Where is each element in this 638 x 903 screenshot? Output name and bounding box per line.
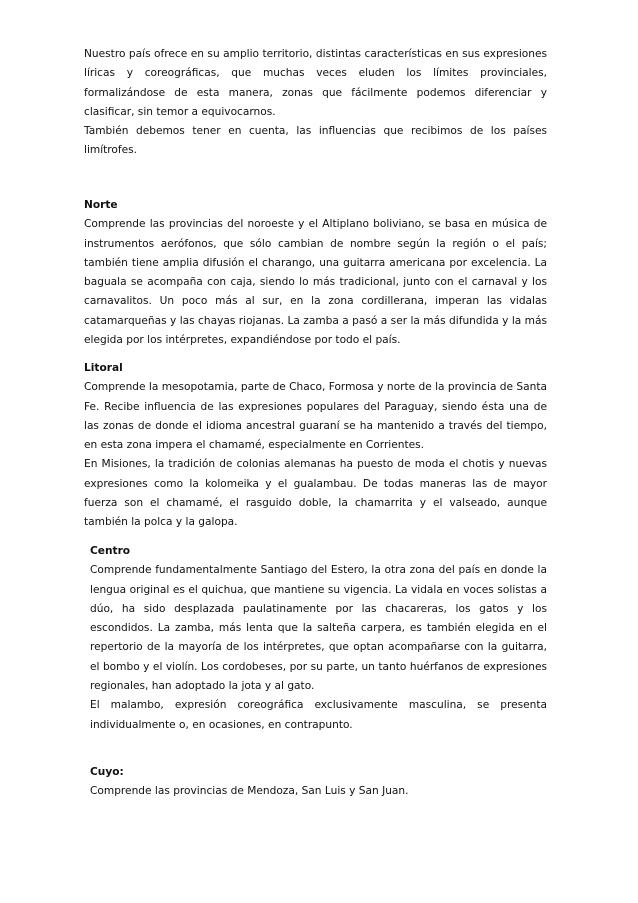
litoral-section	[84, 359, 547, 533]
centro-paragraph-2: El malambo, expresión coreográfica exclusivamente masculina, se presenta individualmente o, en ocasiones, en contrapunto.	[90, 699, 547, 731]
centro-paragraph-1: Comprende fundamentalmente Santiago del Estero, la otra zona del país en donde la lengua original es el quichua, que mantiene su vigencia. La vidala en voces solistas a dúo, ha sido desplazada paulatinamente por las chacareras, los gatos y los escondidos. La zamba, más lenta que la salteña carpera, es también elegida en el repertorio de la mayoría de los intérpretes, que optan acompañarse con la guitarra, el bombo y el violín. Los cordobeses, por su parte, un tanto huérfanos de expresiones regionales, han adoptado la jota y al gato.	[90, 564, 547, 693]
cuyo-heading: Cuyo:	[90, 766, 124, 778]
litoral-paragraph-2: En Misiones, la tradición de colonias alemanas ha puesto de moda el chotis y nuevas expresiones como la kolomeika y el gualambau. De todas maneras las de mayor fuerza son el chamamé, el rasguido doble, la chamarrita y el valseado, aunque también la polca y la galopa.	[84, 458, 547, 529]
norte-paragraph: Comprende las provincias del noroeste y el Altiplano boliviano, se basa en música de instrumentos aerófonos, que sólo cambian de nombre según la región o el país; también tiene amplia difusión el charango, una guitarra americana por excelencia. La baguala se acompaña con caja, siendo lo más tradicional, junto con el carnaval y los carnavalitos. Un poco más al sur, en la zona cordillerana, imperan las vidalas catamarqueñas y las chayas riojanas. La zamba a pasó a ser la más difundida y la más elegida por los intérpretes, expandiéndose por todo el país.	[84, 218, 547, 347]
norte-heading: Norte	[84, 199, 118, 211]
intro-paragraph-1: Nuestro país ofrece en su amplio territorio, distintas características en sus expresiones líricas y coreográficas, que muchas veces eluden los límites provinciales, formalizándose de esta manera, zonas que fácilmente podemos diferenciar y clasificar, sin temor a equivocarnos.	[84, 48, 547, 118]
centro-section	[90, 542, 547, 735]
litoral-heading: Litoral	[84, 362, 123, 374]
centro-heading: Centro	[90, 545, 131, 557]
norte-section	[84, 196, 547, 350]
cuyo-paragraph: Comprende las provincias de Mendoza, San Luis y San Juan.	[90, 785, 409, 798]
intro-section	[84, 45, 547, 161]
litoral-paragraph-1: Comprende la mesopotamia, parte de Chaco, Formosa y norte de la provincia de Santa Fe. Recibe influencia de las expresiones populares del Paraguay, siendo ésta una de las zonas de donde el idioma ancestral guaraní se ha mantenido a través del tiempo, en esta zona impera el chamamé, especialmente en Corrientes.	[84, 381, 547, 452]
intro-paragraph-2: También debemos tener en cuenta, las influencias que recibimos de los países limítrofes.	[84, 125, 547, 157]
cuyo-section	[90, 763, 547, 802]
